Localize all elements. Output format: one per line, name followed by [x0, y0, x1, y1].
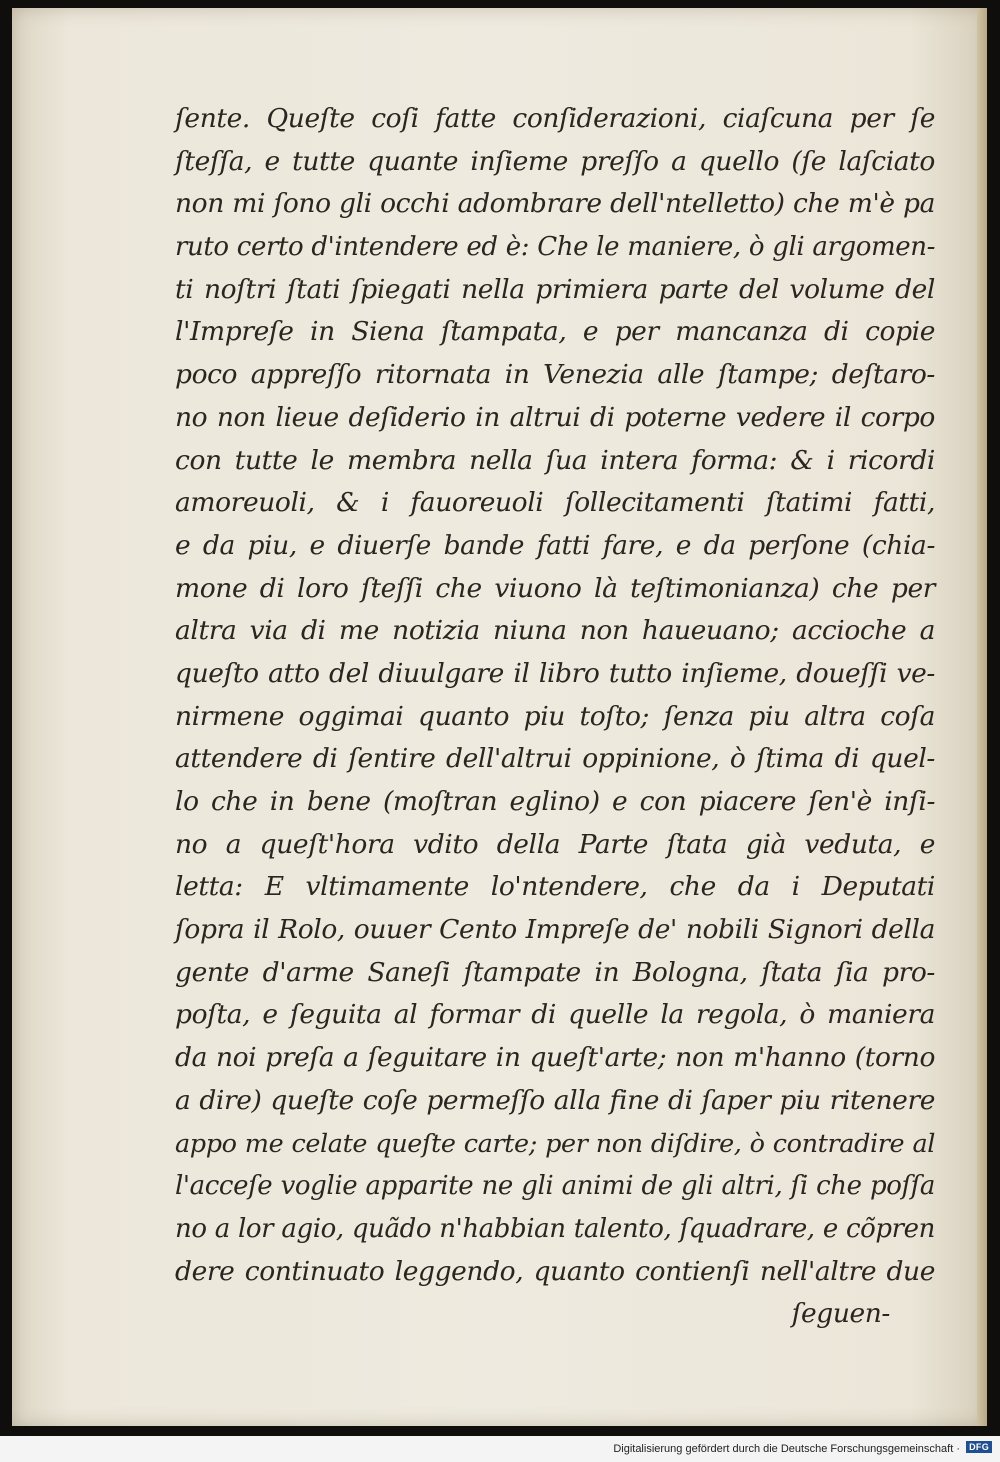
text-line: appo me celate queſte carte; per non diſdire, ò contradire al [175, 1128, 935, 1159]
text-line: queſto atto del diuulgare il libro tutto inſieme, doueſſi ve- [175, 657, 935, 689]
funding-credit: Digitalisierung gefördert durch die Deutsche Forschungsgemeinschaft · [613, 1443, 960, 1455]
text-line: poco appreſſo ritornata in Venezia alle ſtampe; deſtaro- [175, 359, 935, 391]
text-line: amoreuoli, & i fauoreuoli ſollecitamenti ſtatimi fatti, [175, 487, 935, 519]
text-line: lo che in bene (moſtran eglino) e con piacere ſen'è inſi- [175, 786, 935, 817]
text-line: ſente. Queſte coſi fatte conſiderazioni, ciaſcuna per ſe [175, 103, 935, 134]
text-line: ruto certo d'intendere ed è: Che le maniere, ò gli argomen- [175, 232, 935, 263]
text-line: dere continuato leggendo, quanto contienſi nell'altre due [175, 1255, 935, 1287]
text-line: da noi preſa a ſeguitare in queſt'arte; non m'hanno (torno [175, 1042, 935, 1074]
text-line: con tutte le membra nella ſua intera forma: & i ricordi [175, 444, 935, 476]
text-line: ſteſſa, e tutte quante inſieme preſſo a quello (ſe laſciato [175, 145, 935, 177]
text-line: nirmene oggimai quanto piu toſto; ſenza piu altra coſa [175, 700, 935, 732]
text-line: attendere di ſentire dell'altrui oppinione, ò ſtima di quel- [175, 743, 935, 775]
text-line: no a queſt'hora vdito della Parte ſtata già veduta, e [175, 828, 935, 860]
text-line: e da piu, e diuerſe bande fatti fare, e da perſone (chia- [175, 529, 935, 561]
dfg-logo: DFG [966, 1441, 992, 1453]
text-line: poſta, e ſeguita al formar di quelle la regola, ò maniera [175, 999, 935, 1031]
text-line: l'Impreſe in Siena ſtampata, e per mancanza di copie [175, 316, 935, 348]
text-line: non mi ſono gli occhi adombrare dell'ntelletto) che m'è pa [175, 188, 935, 220]
footer-bar [0, 1436, 1000, 1462]
text-line: letta: E vltimamente lo'ntendere, che da i Deputati [175, 871, 935, 903]
text-line: ti noſtri ſtati ſpiegati nella primiera parte del volume del [175, 273, 935, 305]
text-line: mone di loro ſteſſi che viuono là teſtimonianza) che per [175, 572, 935, 604]
text-line: gente d'arme Saneſi ſtampate in Bologna, ſtata ſia pro- [175, 956, 935, 988]
page-text [175, 98, 935, 1336]
text-line: altra via di me notizia niuna non haueuano; accioche a [175, 615, 935, 647]
text-line: ſopra il Rolo, ouuer Cento Impreſe de' nobili Signori della [175, 914, 935, 946]
text-line: no a lor agio, quãdo n'habbian talento, ſquadrare, e cõpren [175, 1213, 935, 1244]
text-line: a dire) queſte coſe permeſſo alla fine di ſaper piu ritenere [175, 1084, 935, 1116]
catchword: ſeguen- [791, 1298, 890, 1330]
page-edge [977, 8, 987, 1426]
text-line: no non lieue deſiderio in altrui di poterne vedere il corpo [175, 401, 935, 433]
text-line: l'acceſe voglie apparite ne gli animi de gli altri, ſi che poſſa [175, 1171, 935, 1202]
